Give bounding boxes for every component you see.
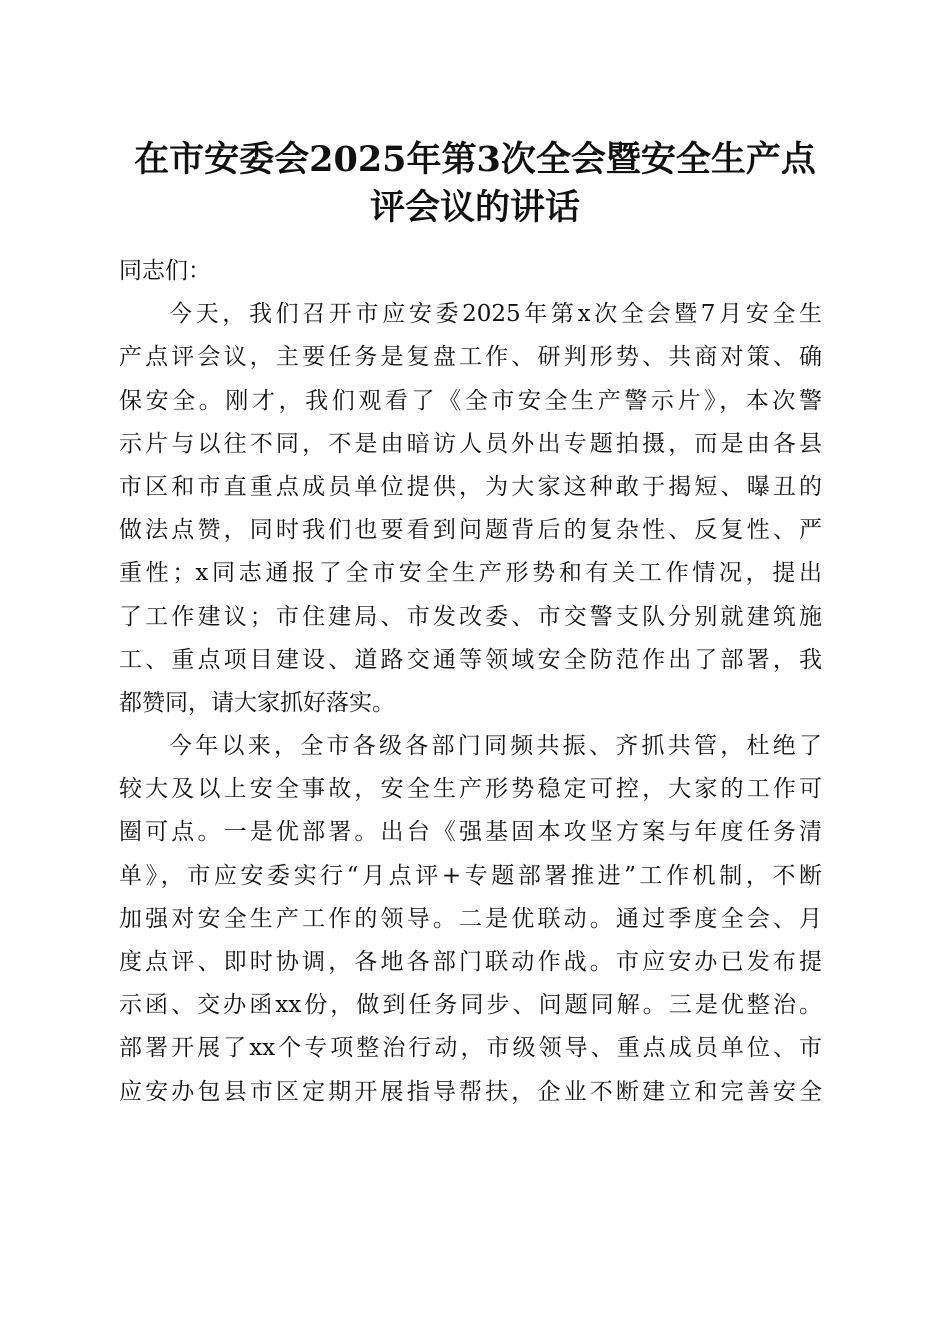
text-line: 保安全。刚才，我们观看了《全市安全生产警示片》，本次警 (119, 387, 822, 414)
text-line: 较大及以上安全事故，安全生产形势稳定可控，大家的工作可 (119, 776, 822, 803)
paragraph (119, 725, 822, 1114)
paragraphs (119, 293, 822, 1114)
text-line: 圈可点。一是优部署。出台《强基固本攻坚方案与年度任务清 (119, 819, 822, 846)
document-title (0, 136, 950, 232)
text-line: 市区和市直重点成员单位提供，为大家这种敢于揭短、曝丑的 (119, 473, 822, 500)
text-line: 工、重点项目建设、道路交通等领域安全防范作出了部署，我 (119, 646, 822, 673)
text-line: 今天，我们召开市应安委2025年第x次全会暨7月安全生 (169, 301, 822, 328)
text-line: 示片与以往不同，不是由暗访人员外出专题拍摄，而是由各县 (119, 430, 822, 457)
text-line: 加强对安全生产工作的领导。二是优联动。通过季度全会、月 (119, 905, 822, 932)
paragraph (119, 293, 822, 725)
text-line: 度点评、即时协调，各地各部门联动作战。市应安办已发布提 (119, 949, 822, 975)
text-line: 重性；x同志通报了全市安全生产形势和有关工作情况，提出 (119, 560, 822, 587)
text-line: 示函、交办函xx份，做到任务同步、问题同解。三是优整治。 (119, 992, 822, 1019)
text-line: 产点评会议，主要任务是复盘工作、研判形势、共商对策、确 (119, 344, 822, 371)
title-line: 评会议的讲话 (369, 187, 580, 228)
title-line: 在市安委会2025年第3次全会暨安全生产点 (134, 139, 816, 180)
text-line: 今年以来，全市各级各部门同频共振、齐抓共管，杜绝了 (169, 733, 822, 760)
text-line: 都赞同，请大家抓好落实。 (119, 689, 395, 716)
text-line: 做法点赞，同时我们也要看到问题背后的复杂性、反复性、严 (119, 517, 822, 544)
text-line: 了工作建议；市住建局、市发改委、市交警支队分别就建筑施 (119, 603, 822, 630)
document-body (119, 250, 822, 1114)
text-line: 部署开展了xx个专项整治行动，市级领导、重点成员单位、市 (119, 1035, 822, 1062)
text-line: 单》，市应安委实行“月点评+专题部署推进”工作机制，不断 (119, 862, 822, 889)
greeting: 同志们： (119, 258, 211, 284)
text-line: 应安办包县市区定期开展指导帮扶，企业不断建立和完善安全 (119, 1078, 822, 1105)
